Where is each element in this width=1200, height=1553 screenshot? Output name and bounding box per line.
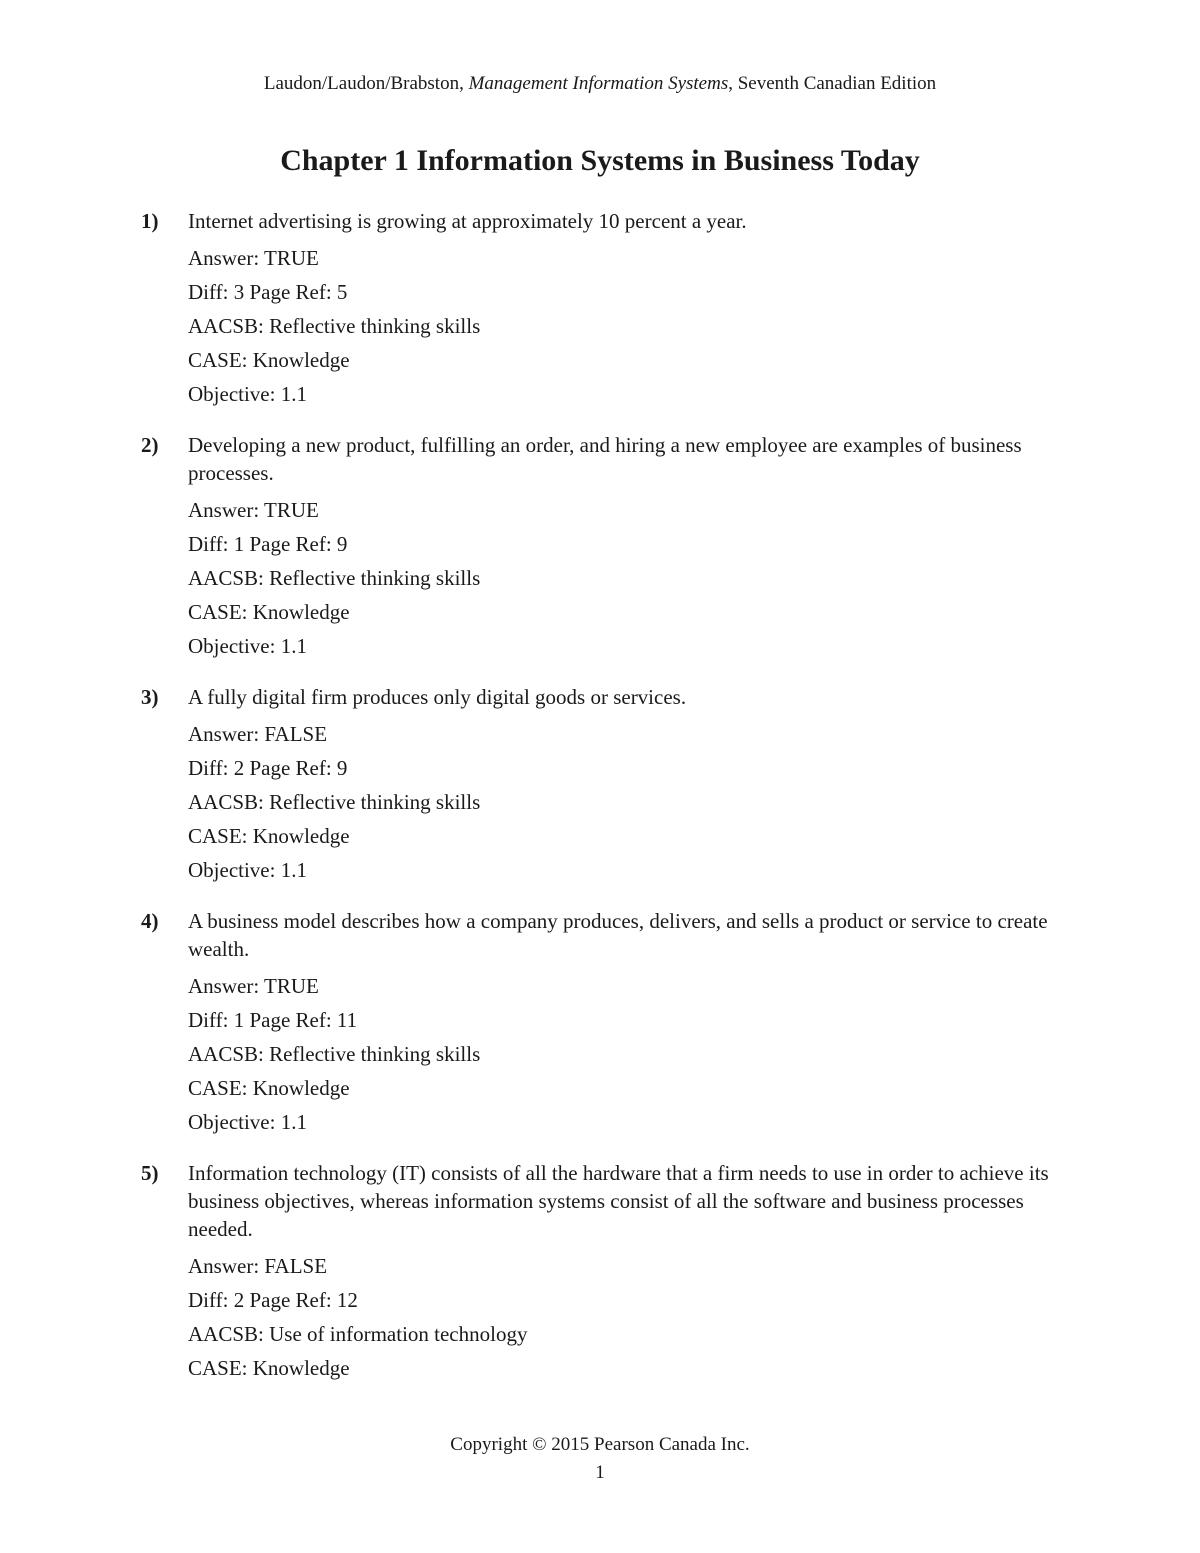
question-text: Internet advertising is growing at approximately 10 percent a year. xyxy=(188,209,747,233)
objective-line: Objective: 1.1 xyxy=(188,858,307,882)
case-line: CASE: Knowledge xyxy=(188,600,350,624)
aacsb-line: AACSB: Reflective thinking skills xyxy=(188,790,481,814)
question-item xyxy=(141,683,1071,887)
question-text: Developing a new product, fulfilling an order, and hiring a new employee are examples of business processes. xyxy=(188,433,1022,485)
answer-line: Answer: FALSE xyxy=(188,722,328,746)
answer-line: Answer: TRUE xyxy=(188,246,319,270)
difficulty-line: Diff: 1 Page Ref: 9 xyxy=(188,532,348,556)
header-edition: , Seventh Canadian Edition xyxy=(728,73,937,94)
page-footer xyxy=(0,1431,1200,1487)
difficulty-line: Diff: 3 Page Ref: 5 xyxy=(188,280,348,304)
difficulty-line: Diff: 2 Page Ref: 9 xyxy=(188,756,348,780)
question-item xyxy=(141,207,1071,411)
chapter-title: Chapter 1 Information Systems in Business Today xyxy=(280,144,920,177)
aacsb-line: AACSB: Reflective thinking skills xyxy=(188,566,481,590)
answer-line: Answer: TRUE xyxy=(188,498,319,522)
objective-line: Objective: 1.1 xyxy=(188,634,307,658)
running-header xyxy=(0,72,1200,96)
question-number: 2) xyxy=(141,433,159,457)
question-number: 1) xyxy=(141,209,159,233)
question-item xyxy=(141,431,1071,663)
case-line: CASE: Knowledge xyxy=(188,348,350,372)
case-line: CASE: Knowledge xyxy=(188,824,350,848)
question-number: 3) xyxy=(141,685,159,709)
difficulty-line: Diff: 2 Page Ref: 12 xyxy=(188,1288,358,1312)
question-text: A business model describes how a company produces, delivers, and sells a product or service to create wealth. xyxy=(188,909,1048,961)
question-number: 5) xyxy=(141,1161,159,1185)
answer-line: Answer: FALSE xyxy=(188,1254,328,1278)
aacsb-line: AACSB: Reflective thinking skills xyxy=(188,314,481,338)
objective-line: Objective: 1.1 xyxy=(188,382,307,406)
header-authors: Laudon/Laudon/Brabston, xyxy=(263,73,469,94)
answer-line: Answer: TRUE xyxy=(188,974,319,998)
header-book-title: Management Information Systems xyxy=(468,73,729,94)
case-line: CASE: Knowledge xyxy=(188,1356,350,1380)
case-line: CASE: Knowledge xyxy=(188,1076,350,1100)
aacsb-line: AACSB: Use of information technology xyxy=(188,1322,528,1346)
aacsb-line: AACSB: Reflective thinking skills xyxy=(188,1042,481,1066)
question-text: A fully digital firm produces only digital goods or services. xyxy=(188,685,687,709)
question-number: 4) xyxy=(141,909,159,933)
question-item xyxy=(141,907,1071,1139)
objective-line: Objective: 1.1 xyxy=(188,1110,307,1134)
question-item xyxy=(141,1159,1071,1385)
question-list xyxy=(141,207,1071,1405)
copyright-notice: Copyright © 2015 Pearson Canada Inc. xyxy=(450,1434,750,1455)
difficulty-line: Diff: 1 Page Ref: 11 xyxy=(188,1008,358,1032)
question-text: Information technology (IT) consists of all the hardware that a firm needs to use in order to achieve its business objectives, whereas information systems consist of all the software and business processes needed. xyxy=(188,1161,1049,1241)
page-number: 1 xyxy=(595,1462,605,1483)
